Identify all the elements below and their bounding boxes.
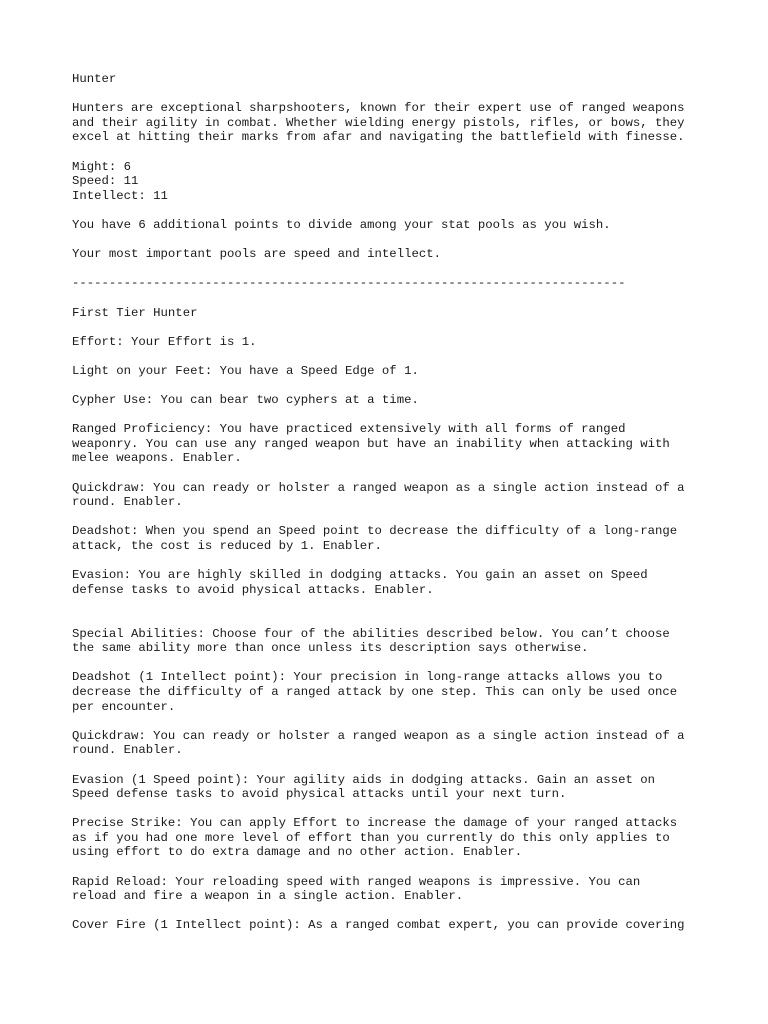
intro-line: excel at hitting their marks from afar and navigating the battlefield with finesse. xyxy=(72,130,685,145)
precise-strike-line: using effort to do extra damage and no other action. Enabler. xyxy=(72,845,523,860)
precise-strike-line: as if you had one more level of effort than you currently do this only applies to xyxy=(72,830,670,845)
deadshot-ability-line: per encounter. xyxy=(72,699,176,714)
stat-might: Might: 6 xyxy=(72,159,132,174)
quickdraw-tier-line: round. Enabler. xyxy=(72,495,183,510)
deadshot-ability-paragraph xyxy=(72,670,712,714)
document-title: Hunter xyxy=(72,72,117,86)
light-on-feet-paragraph xyxy=(72,364,712,379)
evasion-ability-paragraph xyxy=(72,773,712,802)
quickdraw-ability-line: Quickdraw: You can ready or holster a ranged weapon as a single action instead of a xyxy=(72,728,685,743)
precise-strike-paragraph xyxy=(72,816,712,860)
ranged-proficiency-paragraph xyxy=(72,422,712,466)
rapid-reload-line: reload and fire a weapon in a single action. Enabler. xyxy=(72,889,464,904)
deadshot-tier-paragraph xyxy=(72,524,712,553)
evasion-tier-line: defense tasks to avoid physical attacks. Enabler. xyxy=(72,582,434,597)
ranged-proficiency-line: Ranged Proficiency: You have practiced extensively with all forms of ranged xyxy=(72,422,626,437)
intro-paragraph xyxy=(72,101,712,145)
stats-block xyxy=(72,160,712,204)
ranged-proficiency-line: weaponry. You can use any ranged weapon but have an inability when attacking with xyxy=(72,436,670,451)
effort-paragraph xyxy=(72,335,712,350)
divider-block xyxy=(72,276,712,291)
evasion-tier-line: Evasion: You are highly skilled in dodging attacks. You gain an asset on Speed xyxy=(72,568,648,583)
quickdraw-ability-line: round. Enabler. xyxy=(72,743,183,758)
evasion-ability-line: Evasion (1 Speed point): Your agility aids in dodging attacks. Gain an asset on xyxy=(72,772,655,787)
evasion-tier-paragraph xyxy=(72,568,712,597)
stat-intellect: Intellect: 11 xyxy=(72,188,168,203)
document-page xyxy=(72,72,712,948)
intro-line: Hunters are exceptional sharpshooters, known for their expert use of ranged weapons xyxy=(72,101,685,116)
additional-points-paragraph xyxy=(72,218,712,233)
stat-speed: Speed: 11 xyxy=(72,174,139,189)
tier-heading: First Tier Hunter xyxy=(72,305,198,320)
tier-heading-block xyxy=(72,306,712,321)
special-abilities-line: Special Abilities: Choose four of the abilities described below. You can’t choose xyxy=(72,626,670,641)
quickdraw-tier-line: Quickdraw: You can ready or holster a ranged weapon as a single action instead of a xyxy=(72,480,685,495)
effort-text: Effort: Your Effort is 1. xyxy=(72,334,257,349)
precise-strike-line: Precise Strike: You can apply Effort to increase the damage of your ranged attacks xyxy=(72,816,678,831)
deadshot-tier-line: Deadshot: When you spend an Speed point to decrease the difficulty of a long-range xyxy=(72,524,678,539)
title-block xyxy=(72,72,712,87)
deadshot-ability-line: Deadshot (1 Intellect point): Your precision in long-range attacks allows you to xyxy=(72,670,663,685)
rapid-reload-line: Rapid Reload: Your reloading speed with ranged weapons is impressive. You can xyxy=(72,874,641,889)
quickdraw-ability-paragraph xyxy=(72,729,712,758)
rapid-reload-paragraph xyxy=(72,875,712,904)
deadshot-ability-line: decrease the difficulty of a ranged attack by one step. This can only be used once xyxy=(72,684,678,699)
section-divider: --------------------------------------------------------------------------- xyxy=(72,276,626,291)
light-on-feet-text: Light on your Feet: You have a Speed Edge of 1. xyxy=(72,363,419,378)
special-abilities-paragraph xyxy=(72,627,712,656)
intro-line: and their agility in combat. Whether wielding energy pistols, rifles, or bows, they xyxy=(72,115,685,130)
quickdraw-tier-paragraph xyxy=(72,481,712,510)
deadshot-tier-line: attack, the cost is reduced by 1. Enabler. xyxy=(72,539,382,553)
important-pools-text: Your most important pools are speed and intellect. xyxy=(72,247,441,262)
cypher-use-text: Cypher Use: You can bear two cyphers at a time. xyxy=(72,393,419,408)
evasion-ability-line: Speed defense tasks to avoid physical attacks until your next turn. xyxy=(72,787,567,802)
cypher-use-paragraph xyxy=(72,393,712,408)
additional-points-text: You have 6 additional points to divide among your stat pools as you wish. xyxy=(72,217,611,232)
special-abilities-line: the same ability more than once unless its description says otherwise. xyxy=(72,641,589,656)
important-pools-paragraph xyxy=(72,247,712,262)
cover-fire-line: Cover Fire (1 Intellect point): As a ranged combat expert, you can provide covering xyxy=(72,918,685,933)
ranged-proficiency-line: melee weapons. Enabler. xyxy=(72,451,242,466)
cover-fire-paragraph xyxy=(72,918,712,933)
